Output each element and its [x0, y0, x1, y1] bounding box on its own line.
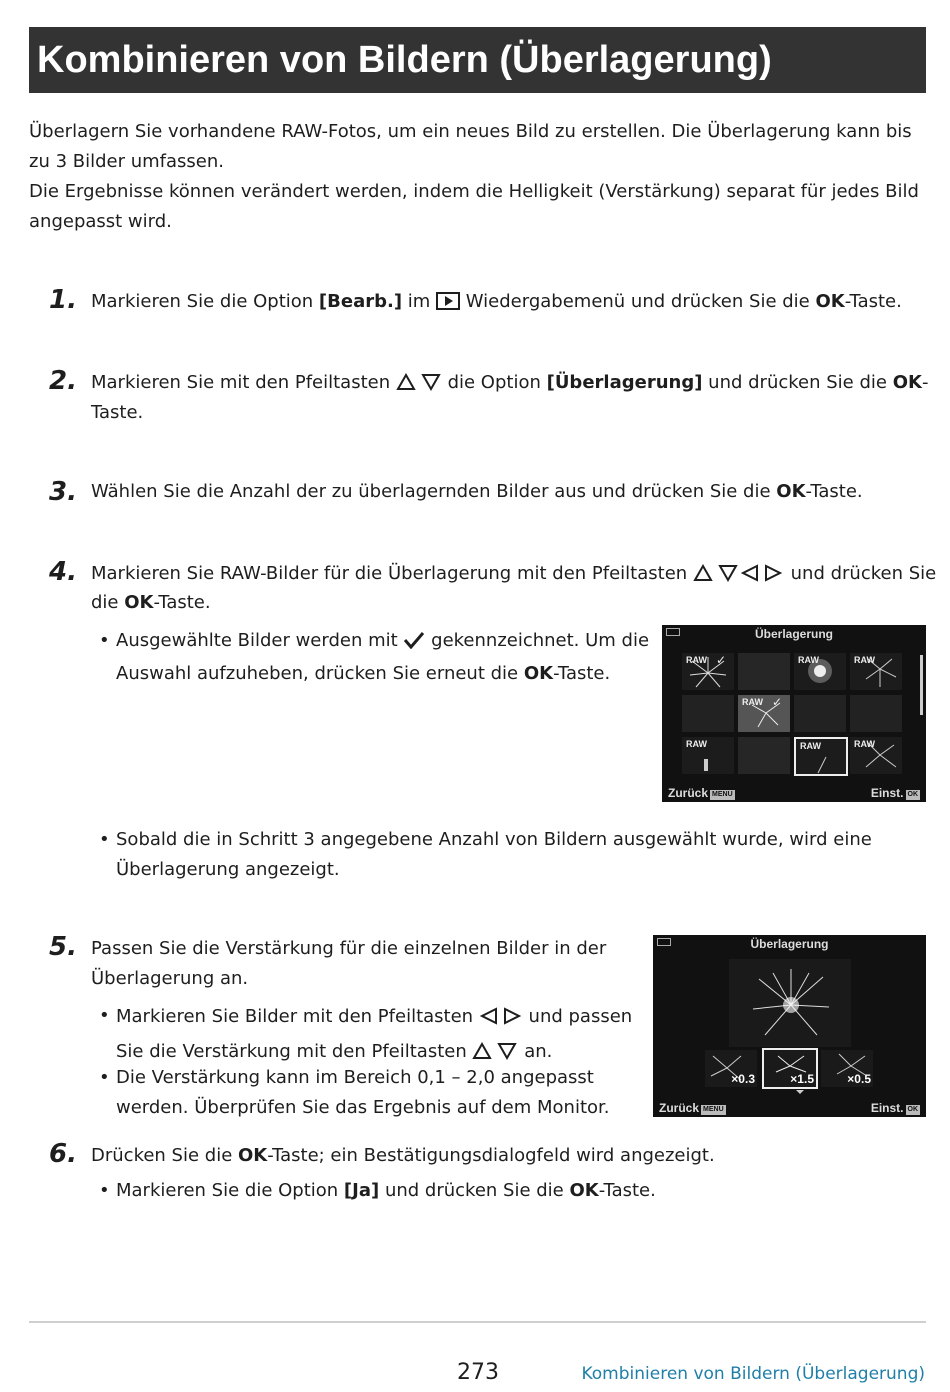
text: Ausgewählte Bilder werden mit [116, 630, 404, 651]
gain-value: ×1.5 [790, 1072, 814, 1086]
set-label [871, 1101, 920, 1115]
title-bar [29, 27, 926, 93]
text: Überlagerung an. [91, 968, 249, 989]
text: Einst. [870, 786, 904, 800]
text: an. [518, 1041, 553, 1062]
text: Wiedergabemenü und drücken Sie die [460, 291, 816, 312]
text: -Taste. [553, 663, 611, 684]
intro-paragraph-1: Überlagern Sie vorhandene RAW-Fotos, um ein neues Bild zu erstellen. Die Überlagerung kann bis zu 3 Bilder umfassen. [29, 121, 912, 172]
ok-label: OK [892, 372, 922, 393]
text: -Taste; ein Bestätigungsdialogfeld wird angezeigt. [267, 1145, 715, 1166]
gain-value: ×0.3 [731, 1072, 755, 1086]
arrow-up-down-icon [396, 371, 442, 401]
text: Markieren Sie die Option [116, 1180, 344, 1201]
bullet-dot: • [99, 1067, 110, 1088]
step-4-text [91, 559, 936, 592]
step-number-3: 3. [49, 477, 77, 507]
step-2-text [91, 368, 928, 401]
ok-label: OK [124, 592, 154, 613]
text: die Option [441, 372, 547, 393]
raw-label: RAW [798, 655, 819, 665]
screen-title: Überlagerung [750, 937, 829, 951]
text: - [921, 372, 929, 393]
thumbnail [738, 737, 790, 774]
thumbnail-selected [682, 653, 734, 690]
intro-paragraph-2: Die Ergebnisse können verändert werden, indem die Helligkeit (Verstärkung) separat für jedes Bild angepasst wird. [29, 181, 919, 232]
overlay-image-3 [821, 1050, 873, 1087]
step-number-6: 6. [49, 1139, 77, 1169]
text: gekennzeichnet. Um die [425, 630, 650, 651]
bullet-dot: • [99, 1005, 110, 1026]
bullet-dot: • [99, 829, 110, 850]
arrow-down-icon [796, 1090, 804, 1094]
text: Zurück [668, 786, 709, 800]
ok-label: OK [569, 1180, 599, 1201]
text: -Taste. [805, 481, 863, 502]
text: Einst. [870, 1101, 904, 1115]
text: -Taste. [153, 592, 211, 613]
option-label: [Überlagerung] [546, 372, 703, 393]
text: Auswahl aufzuheben, drücken Sie erneut die [116, 663, 524, 684]
ok-label: OK [815, 291, 845, 312]
thumbnail [850, 737, 902, 774]
overlay-image-1 [705, 1050, 757, 1087]
raw-label: RAW [686, 739, 707, 749]
text: Wählen Sie die Anzahl der zu überlagernden Bilder aus und drücken Sie die [91, 481, 777, 502]
raw-label: RAW [854, 655, 875, 665]
text: Markieren Sie Bilder mit den Pfeiltasten [116, 1006, 479, 1027]
raw-label: RAW [742, 697, 763, 707]
text: Die Verstärkung kann im Bereich 0,1 – 2,0 angepasst [116, 1067, 594, 1088]
playback-icon [436, 290, 460, 320]
step-number-5: 5. [49, 932, 77, 962]
text: und drücken Sie die [702, 372, 893, 393]
thumbnail [794, 653, 846, 690]
text: Markieren Sie die Option [91, 291, 319, 312]
text: werden. Überprüfen Sie das Ergebnis auf dem Monitor. [116, 1097, 610, 1118]
ok-label: OK [523, 663, 554, 684]
page-title: Kombinieren von Bildern (Überlagerung) [37, 39, 772, 81]
step-2-text-cont: Taste. [91, 402, 144, 423]
text: -Taste. [598, 1180, 656, 1201]
text: Drücken Sie die [91, 1145, 238, 1166]
step-number-2: 2. [49, 366, 77, 396]
text: Sobald die in Schritt 3 angegebene Anzahl von Bildern ausgewählt wurde, wird eine [116, 829, 872, 850]
check-mark: ✓ [772, 695, 783, 709]
page-number: 273 [457, 1360, 499, 1385]
option-label: [Ja] [343, 1180, 380, 1201]
step-4-text-cont [91, 588, 211, 618]
step-number-4: 4. [49, 557, 77, 587]
thumbnail [682, 737, 734, 774]
preview-image [729, 959, 851, 1047]
step-5-text [91, 934, 606, 994]
bullet-dot: • [99, 630, 110, 651]
step-6-text [91, 1141, 715, 1171]
camera-screen-gain [653, 935, 926, 1117]
raw-label: RAW [800, 741, 821, 751]
thumbnail-selected [738, 695, 790, 732]
check-mark: ✓ [716, 653, 727, 667]
section-link[interactable]: Kombinieren von Bildern (Überlagerung) [581, 1364, 925, 1384]
text: Sie die Verstärkung mit den Pfeiltasten [116, 1041, 473, 1062]
ok-tag: OK [907, 1106, 918, 1113]
checkmark-icon [403, 629, 425, 659]
bullet-text [116, 1001, 632, 1071]
ok-label: OK [238, 1145, 268, 1166]
back-label [668, 786, 735, 800]
camera-screen-selection [662, 625, 926, 802]
text: Überlagerung angezeigt. [116, 859, 340, 880]
text: Markieren Sie RAW-Bilder für die Überlagerung mit den Pfeiltasten [91, 563, 693, 584]
overlay-image-2-selected [762, 1048, 818, 1089]
screen-footer [662, 784, 926, 802]
thumbnail [794, 695, 846, 732]
footer-divider [29, 1321, 926, 1323]
arrow-four-way-icon [693, 562, 785, 592]
text: im [402, 291, 437, 312]
menu-tag: MENU [712, 791, 733, 798]
bullet-dot: • [99, 1180, 110, 1201]
text: und drücken Sie [784, 563, 937, 584]
bullet-text [116, 1063, 610, 1123]
text: Markieren Sie mit den Pfeiltasten [91, 372, 396, 393]
ok-label: OK [776, 481, 806, 502]
step-1-text [91, 287, 902, 320]
bullet-text [116, 1176, 656, 1206]
bullet-text [116, 825, 872, 885]
screen-footer [653, 1099, 926, 1117]
text: die [91, 592, 125, 613]
gain-value: ×0.5 [847, 1072, 871, 1086]
set-label [871, 786, 920, 800]
thumbnail [738, 653, 790, 690]
text: Passen Sie die Verstärkung für die einzelnen Bilder in der [91, 938, 607, 959]
text: -Taste. [844, 291, 902, 312]
text: Zurück [659, 1101, 700, 1115]
text: und drücken Sie die [379, 1180, 570, 1201]
arrow-left-right-icon [479, 1004, 523, 1036]
raw-label: RAW [854, 739, 875, 749]
bullet-text [116, 626, 649, 689]
screen-title: Überlagerung [754, 627, 833, 641]
text: und passen [522, 1006, 633, 1027]
intro [29, 117, 924, 237]
step-number-1: 1. [49, 285, 77, 315]
step-3-text [91, 477, 863, 507]
thumbnail [850, 695, 902, 732]
scrollbar [920, 655, 923, 715]
raw-label: RAW [686, 655, 707, 665]
ok-tag: OK [907, 791, 918, 798]
option-label: [Bearb.] [318, 291, 403, 312]
menu-tag: MENU [703, 1106, 724, 1113]
thumbnail [850, 653, 902, 690]
thumbnail [682, 695, 734, 732]
thumbnail-cursor [794, 737, 848, 776]
back-label [659, 1101, 726, 1115]
